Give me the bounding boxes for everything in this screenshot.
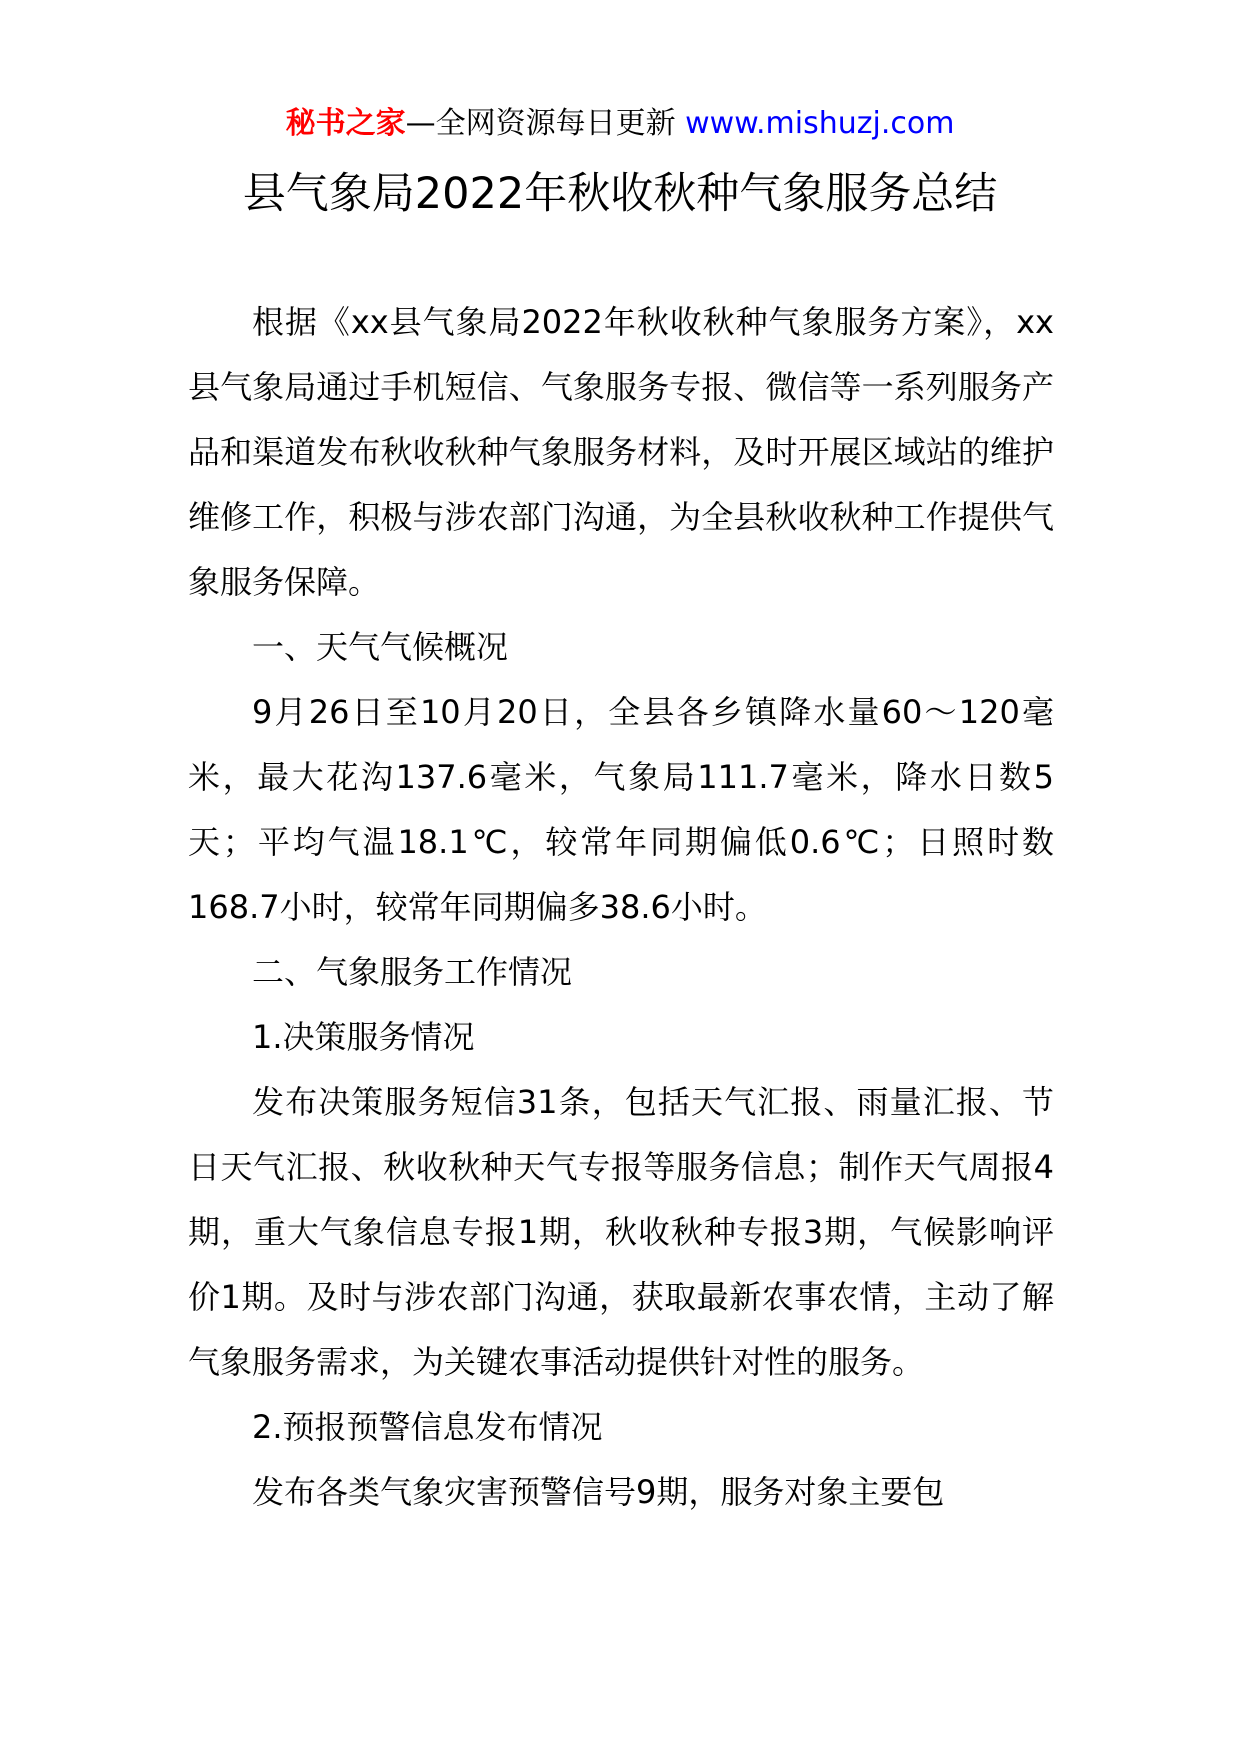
paragraph-decision-service: 发布决策服务短信31条，包括天气汇报、雨量汇报、节日天气汇报、秋收秋种天气专报等服务信息；制作天气周报4期，重大气象信息专报1期，秋收秋种专报3期，气候影响评价1期。及时与涉农部门沟通，获取最新农事农情，主动了解气象服务需求，为关键农事活动提供针对性的服务。: [188, 1083, 1054, 1381]
document-body: [188, 290, 1054, 1525]
section-heading-weather: 一、天气气候概况: [252, 628, 509, 666]
site-url-link[interactable]: www.mishuzj.com: [685, 106, 955, 141]
subheading-decision-service: 1.决策服务情况: [252, 1018, 475, 1056]
section-heading-service: 二、气象服务工作情况: [252, 953, 573, 991]
paragraph-weather: 9月26日至10月20日，全县各乡镇降水量60～120毫米，最大花沟137.6毫米，气象局111.7毫米，降水日数5天；平均气温18.1℃，较常年同期偏低0.6℃；日照时数168.7小时，较常年同期偏多38.6小时。: [188, 693, 1054, 926]
subheading-warning-release: 2.预报预警信息发布情况: [252, 1408, 603, 1446]
site-brand: 秘书之家: [285, 106, 406, 141]
site-header: [0, 100, 1240, 148]
site-tagline: —全网资源每日更新: [405, 106, 676, 141]
document-title: 县气象局2022年秋收秋种气象服务总结: [242, 169, 998, 219]
paragraph-intro: 根据《xx县气象局2022年秋收秋种气象服务方案》，xx县气象局通过手机短信、气象服务专报、微信等一系列服务产品和渠道发布秋收秋种气象服务材料，及时开展区域站的维护维修工作，积极与涉农部门沟通，为全县秋收秋种工作提供气象服务保障。: [188, 303, 1054, 601]
paragraph-warning-release: 发布各类气象灾害预警信号9期，服务对象主要包: [252, 1473, 945, 1511]
